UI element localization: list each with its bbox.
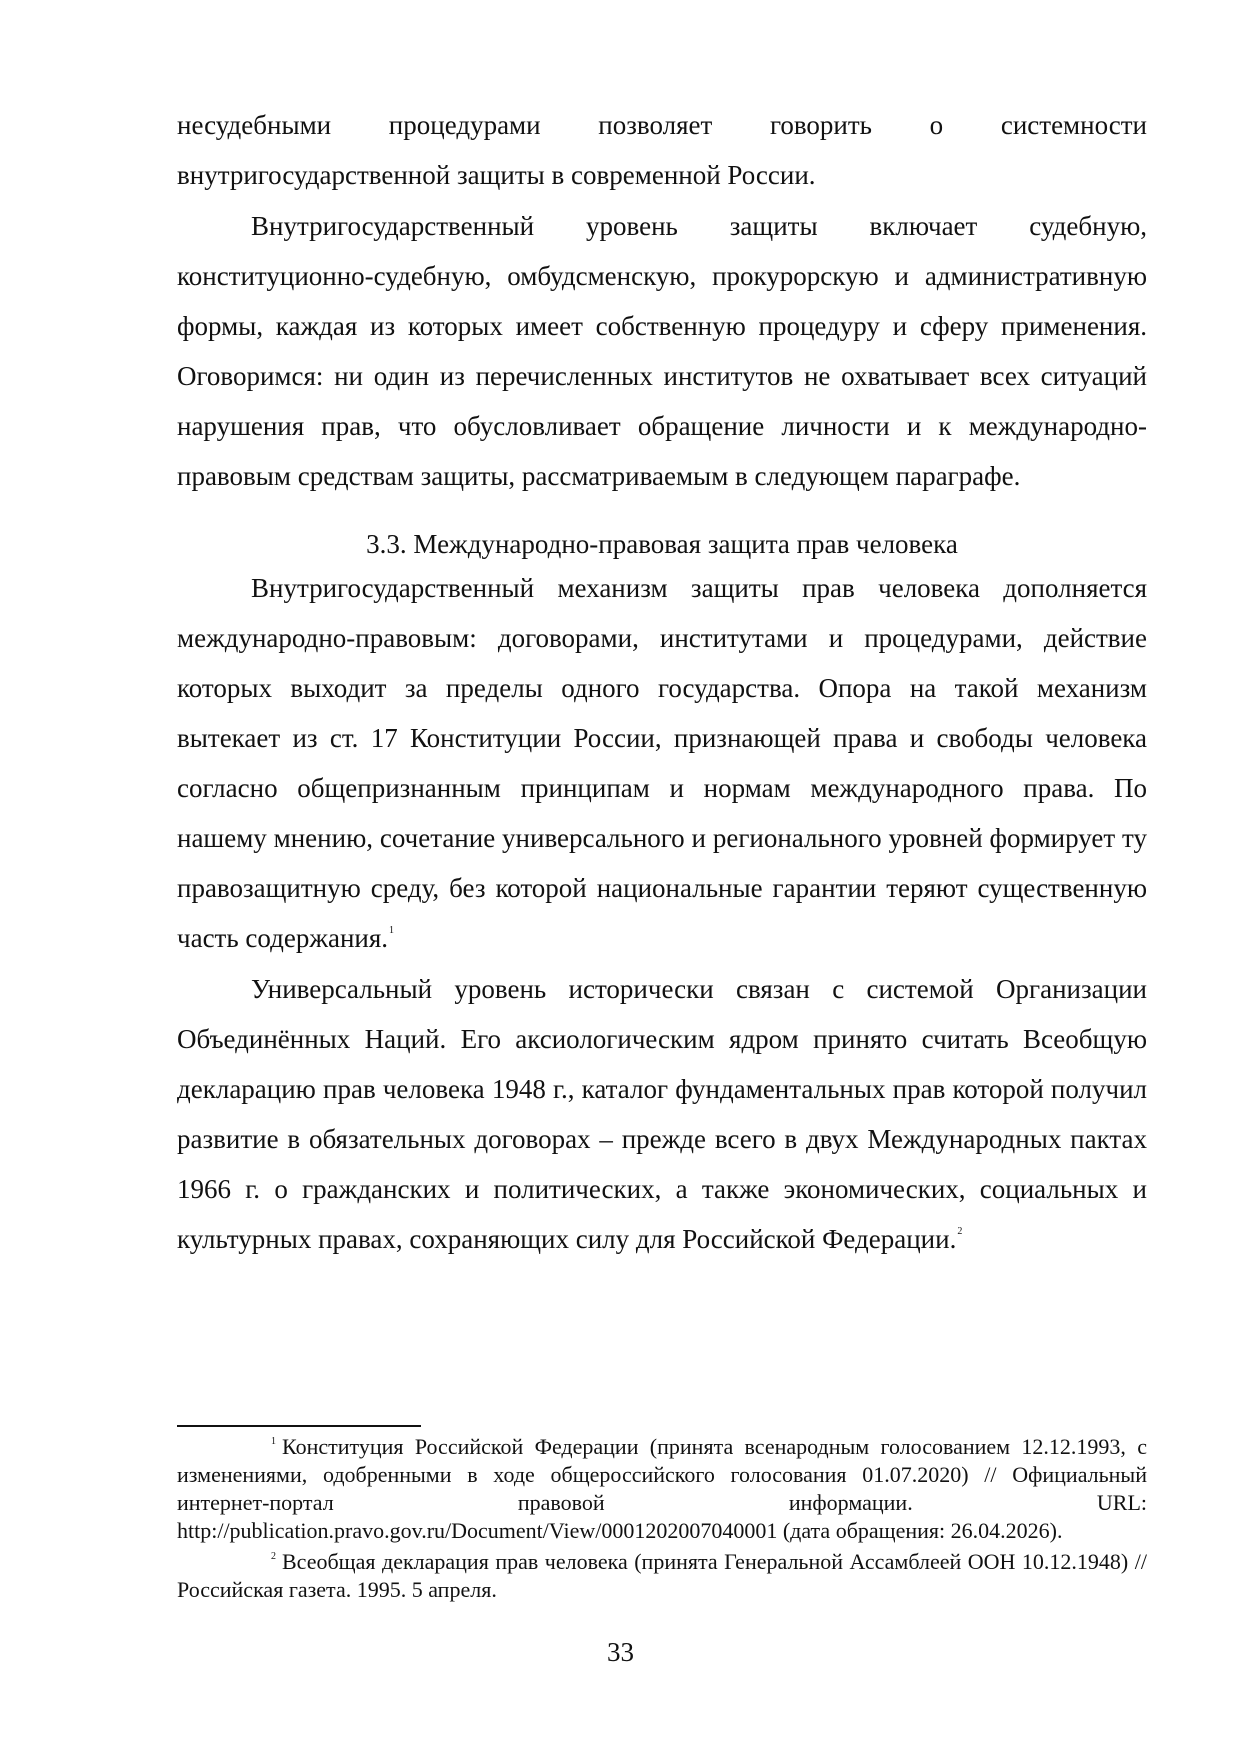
page-number: 33: [607, 1637, 634, 1667]
paragraph-text: Универсальный уровень исторически связан с системой Организации Объединённых Наций. Его аксиологическим ядром принято считать Всеобщую декларацию прав человека 1948 г., каталог фундаментальных прав которой получил развитие в обязательных договорах – прежде всего в двух Международных пактах 1966 г. о гражданских и политических, а также экономических, социальных и культурных правах, сохраняющих силу для Российской Федерации.: [177, 974, 1147, 1254]
footnotes-area: [177, 1425, 1147, 1604]
paragraph-universal-level: [177, 964, 1147, 1264]
footnote-ref-1[interactable]: 1: [389, 925, 395, 936]
page-body: [177, 100, 1147, 1264]
paragraph-text: Внутригосударственный механизм защиты прав человека дополняется международно-правовым: договорами, институтами и процедурами, действие которых выходит за пределы одного государства. Опора на такой механизм вытекает из ст. 17 Конституции России, признающей права и свободы человека согласно общепризнанным принципам и нормам международного права. По нашему мнению, сочетание универсального и регионального уровней формирует ту правозащитную среду, без которой национальные гарантии теряют существенную часть содержания.: [177, 573, 1147, 953]
paragraph-international-mechanism: [177, 563, 1147, 963]
footnote-separator: [177, 1425, 421, 1427]
footnote-mark: 1: [271, 1436, 276, 1447]
paragraph-continued: несудебными процедурами позволяет говорить о системности внутригосударственной защиты в современной России.: [177, 110, 1147, 190]
footnote-text: Конституция Российской Федерации (принята всенародным голосованием 12.12.1993, с изменениями, одобренными в ходе общероссийского голосования 01.07.2020) // Официальный интернет-портал правовой информации. URL: http://publication.pravo.gov.ru/Document/View/0001202007040001 (дата обращения: 26.04.2026).: [177, 1434, 1147, 1543]
footnote-1: [177, 1433, 1147, 1545]
footnote-mark: 2: [271, 1551, 276, 1562]
footnote-2: [177, 1548, 1147, 1604]
footnote-text: Всеобщая декларация прав человека (принята Генеральной Ассамблеей ООН 10.12.1948) // Российская газета. 1995. 5 апреля.: [177, 1549, 1147, 1602]
paragraph-domestic-level: Внутригосударственный уровень защиты включает судебную, конституционно-судебную, омбудсменскую, прокурорскую и административную формы, каждая из которых имеет собственную процедуру и сферу применения. Оговоримся: ни один из перечисленных институтов не охватывает всех ситуаций нарушения прав, что обусловливает обращение личности и к международно-правовым средствам защиты, рассматриваемым в следующем параграфе.: [177, 211, 1147, 491]
section-heading: 3.3. Международно-правовая защита прав человека: [366, 529, 958, 559]
footnote-ref-2[interactable]: 2: [957, 1226, 963, 1237]
